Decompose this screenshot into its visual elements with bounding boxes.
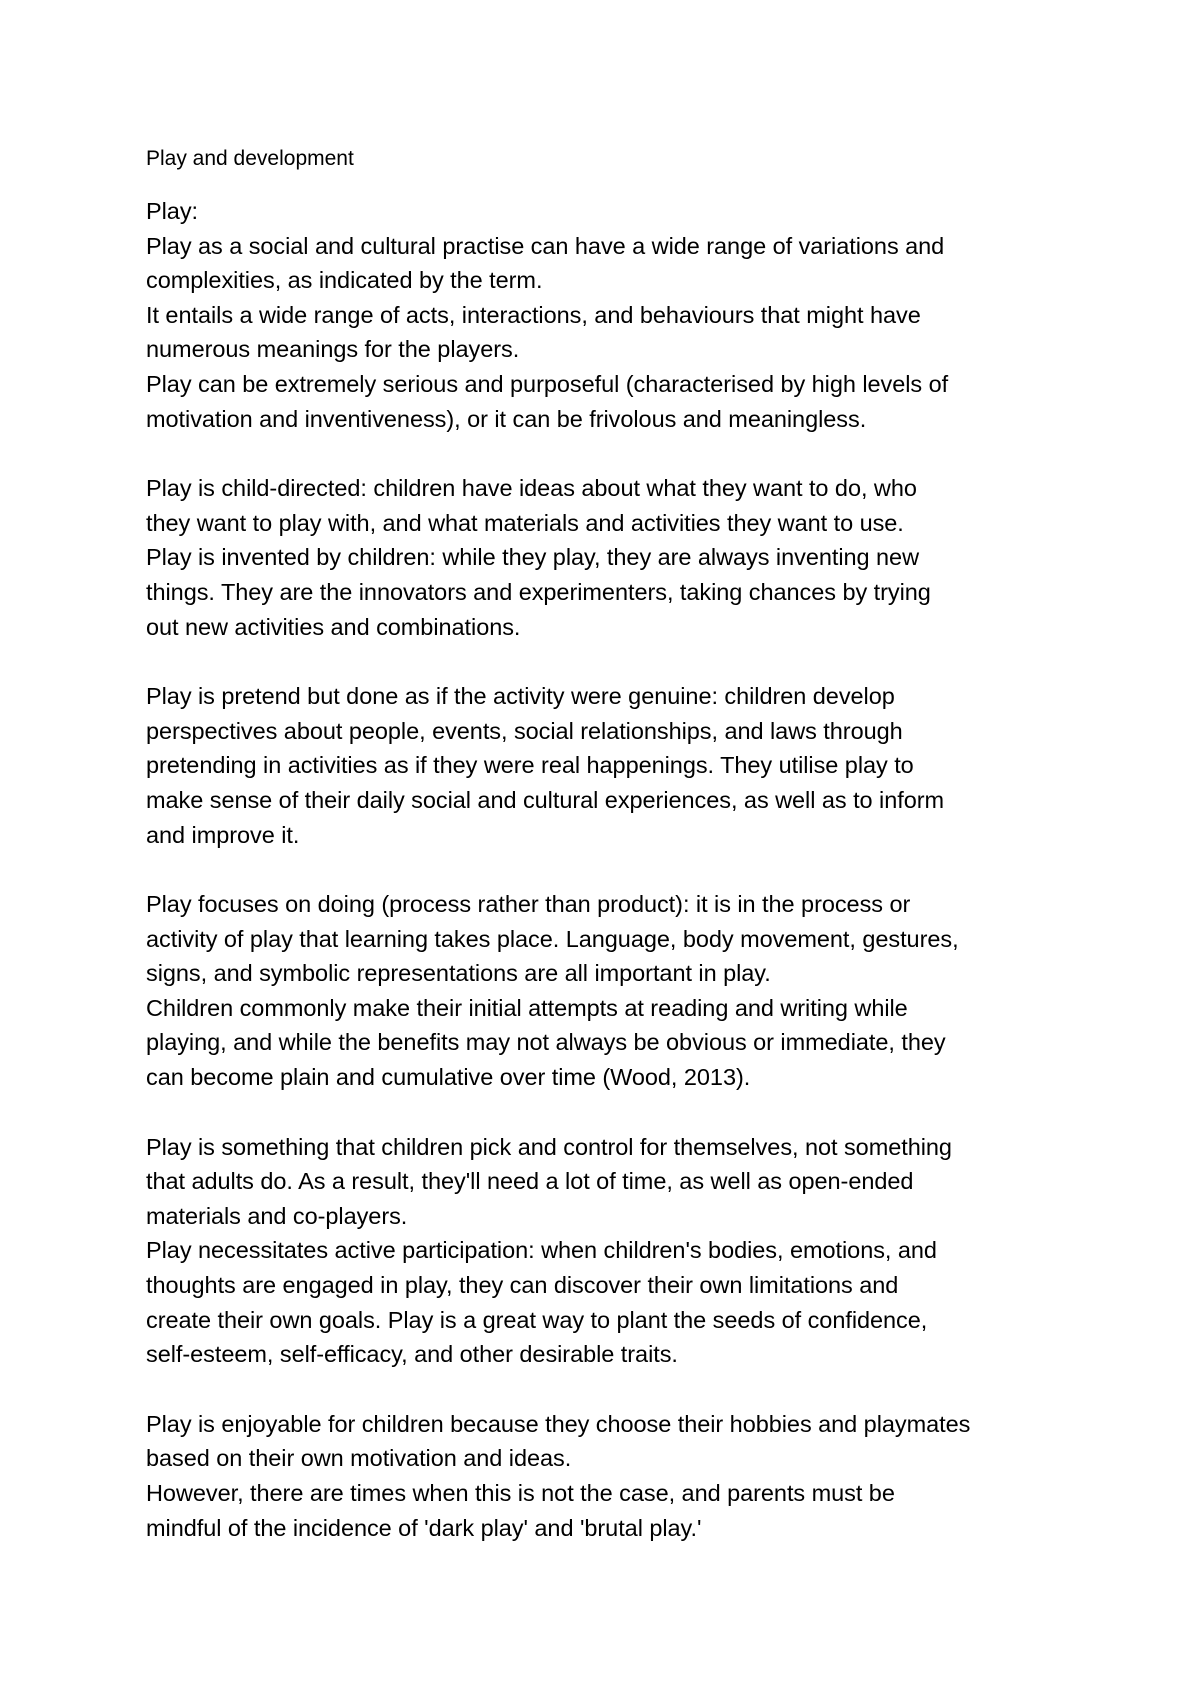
paragraph-line: create their own goals. Play is a great way to plant the seeds of confidence, — [146, 1306, 928, 1333]
paragraph-line: pretending in activities as if they were real happenings. They utilise play to — [146, 752, 914, 779]
paragraph-line: Play is pretend but done as if the activity were genuine: children develop — [146, 683, 895, 710]
paragraph-line: based on their own motivation and ideas. — [146, 1445, 572, 1472]
paragraph-line: materials and co-players. — [146, 1202, 408, 1229]
document-body — [146, 142, 1106, 1545]
paragraph-line: things. They are the innovators and experimenters, taking chances by trying — [146, 578, 931, 605]
paragraph-line: Play focuses on doing (process rather than product): it is in the process or — [146, 891, 911, 918]
paragraph-line: motivation and inventiveness), or it can be frivolous and meaningless. — [146, 405, 867, 432]
paragraph-line: activity of play that learning takes place. Language, body movement, gestures, — [146, 925, 959, 952]
section-process-over-product — [146, 887, 1106, 1095]
paragraph-line: Play as a social and cultural practise can have a wide range of variations and — [146, 232, 945, 259]
paragraph-line: that adults do. As a result, they'll need a lot of time, as well as open-ended — [146, 1168, 914, 1195]
paragraph-line: make sense of their daily social and cultural experiences, as well as to inform — [146, 786, 945, 813]
paragraph-line: out new activities and combinations. — [146, 613, 521, 640]
paragraph-line: perspectives about people, events, social relationships, and laws through — [146, 717, 903, 744]
paragraph-line: Play can be extremely serious and purposeful (characterised by high levels of — [146, 370, 949, 397]
document-title: Play and development — [146, 147, 354, 170]
paragraph-line: Play is something that children pick and control for themselves, not something — [146, 1133, 952, 1160]
paragraph-line: signs, and symbolic representations are all important in play. — [146, 960, 771, 987]
paragraph-line: numerous meanings for the players. — [146, 336, 520, 363]
paragraph-line: and improve it. — [146, 821, 300, 848]
paragraph-line: Play is invented by children: while they play, they are always inventing new — [146, 544, 919, 571]
paragraph-line: Play is enjoyable for children because they choose their hobbies and playmates — [146, 1410, 971, 1437]
paragraph-line: mindful of the incidence of 'dark play' and 'brutal play.' — [146, 1514, 702, 1541]
paragraph-line: playing, and while the benefits may not always be obvious or immediate, they — [146, 1029, 946, 1056]
paragraph-line: Play necessitates active participation: when children's bodies, emotions, and — [146, 1237, 937, 1264]
paragraph-line: complexities, as indicated by the term. — [146, 267, 543, 294]
section-child-directed — [146, 471, 1106, 644]
section-pretend-play — [146, 679, 1106, 852]
section-active-participation — [146, 1130, 1106, 1372]
paragraph-line: thoughts are engaged in play, they can discover their own limitations and — [146, 1272, 899, 1299]
section-play-definition — [146, 194, 1106, 436]
paragraph-line: they want to play with, and what materials and activities they want to use. — [146, 509, 904, 536]
paragraph-line: self-esteem, self-efficacy, and other desirable traits. — [146, 1341, 678, 1368]
paragraph-line: can become plain and cumulative over time (Wood, 2013). — [146, 1064, 751, 1091]
section-enjoyable-play — [146, 1407, 1106, 1545]
paragraph-line: It entails a wide range of acts, interactions, and behaviours that might have — [146, 301, 921, 328]
paragraph-line: Play: — [146, 198, 198, 224]
paragraph-line: Children commonly make their initial attempts at reading and writing while — [146, 994, 908, 1021]
paragraph-line: Play is child-directed: children have ideas about what they want to do, who — [146, 475, 917, 502]
paragraph-line: However, there are times when this is not the case, and parents must be — [146, 1480, 895, 1506]
